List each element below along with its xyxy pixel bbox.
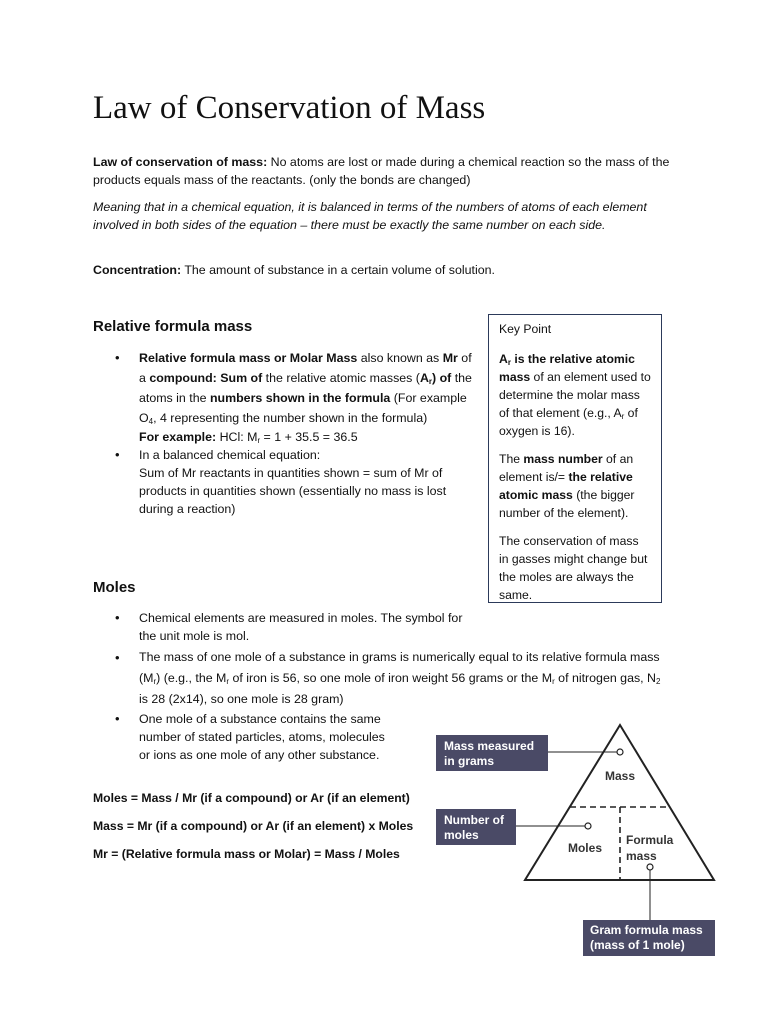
text: (For example O bbox=[139, 391, 467, 425]
law-text: No atoms are lost or made during a chemical reaction so the mass of the products equals mass of the reactants. (only the bonds are changed) bbox=[93, 155, 670, 187]
list-item: • One mole of a substance contains the same number of stated particles, atoms, molecules or ions as one mole of any other substance. bbox=[93, 710, 389, 764]
mass-moles-triangle-diagram bbox=[430, 715, 730, 965]
text: of an element is/= bbox=[499, 452, 634, 484]
key-point-box bbox=[488, 314, 662, 603]
list-item: • Chemical elements are measured in moles. The symbol for the unit mole is mol. bbox=[93, 609, 475, 645]
mr-term: Mr bbox=[442, 351, 458, 365]
text: the relative atomic mass bbox=[499, 470, 633, 502]
mass-of-1-mole-label: (mass of 1 mole) bbox=[590, 938, 685, 952]
text: of nitrogen gas, N bbox=[554, 671, 656, 685]
moles-label: moles bbox=[444, 828, 479, 842]
compound-term: compound: Sum of bbox=[149, 371, 263, 385]
text: is the relative atomic mass bbox=[499, 352, 635, 384]
gfm-connector-dot bbox=[647, 864, 653, 870]
triangle-formula-label: Formula bbox=[626, 833, 674, 847]
text: the atoms in the bbox=[139, 371, 472, 405]
text: Sum of Mr reactants in quantities shown = sum of Mr of products in quantities shown (essentially no mass is lost during a reaction) bbox=[139, 466, 447, 516]
subscript: r bbox=[153, 677, 157, 686]
rfm-heading: Relative formula mass bbox=[93, 318, 253, 335]
subscript: 2 bbox=[655, 677, 661, 686]
text: the relative atomic masses ( bbox=[262, 371, 420, 385]
text: of a bbox=[139, 351, 472, 385]
text: HCl: M bbox=[216, 430, 258, 444]
ar-term: A bbox=[499, 352, 508, 366]
subscript: r bbox=[621, 412, 625, 421]
example-label: For example: bbox=[139, 430, 217, 444]
triangle-outline bbox=[525, 725, 714, 880]
text: is 28 (2x14), so one mole is 28 gram) bbox=[139, 692, 344, 706]
law-definition bbox=[93, 153, 673, 189]
text: mass number bbox=[523, 452, 603, 466]
list-item bbox=[93, 348, 475, 446]
concentration-text: The amount of substance in a certain volume of solution. bbox=[181, 263, 495, 277]
rfm-example bbox=[139, 428, 475, 446]
text: also known as bbox=[357, 351, 443, 365]
formula-moles: Moles = Mass / Mr (if a compound) or Ar (if an element) bbox=[93, 791, 410, 805]
gram-formula-mass-label: Gram formula mass bbox=[590, 923, 703, 937]
concentration-definition bbox=[93, 261, 673, 279]
moles-connector-dot bbox=[585, 823, 591, 829]
text: , 4 representing the number shown in the formula) bbox=[153, 411, 428, 425]
in-grams-label: in grams bbox=[444, 754, 495, 768]
key-point-title: Key Point bbox=[499, 322, 552, 336]
subscript: r bbox=[257, 436, 261, 445]
text: The mass of one mole of a substance in grams is numerically equal to its relative formula mass (M bbox=[139, 650, 660, 685]
text: = 1 + 35.5 = 36.5 bbox=[260, 430, 358, 444]
text: ) of bbox=[432, 371, 452, 385]
ar-term: A bbox=[419, 371, 429, 385]
text: The bbox=[499, 452, 524, 466]
key-point-ar bbox=[499, 350, 651, 440]
triangle-moles-label: Moles bbox=[567, 841, 603, 855]
text: of an element used to determine the molar mass of that element (e.g., A bbox=[499, 370, 651, 420]
key-point-mass-number bbox=[499, 450, 651, 522]
moles-heading: Moles bbox=[93, 579, 136, 596]
number-of-label: Number of bbox=[444, 813, 504, 827]
triangle-formula-mass-label: mass bbox=[626, 849, 657, 863]
mass-measured-label: Mass measured bbox=[444, 739, 535, 753]
list-item bbox=[93, 446, 475, 518]
text: • In a balanced chemical equation: bbox=[139, 448, 321, 462]
formula-mass: Mass = Mr (if a compound) or Ar (if an element) x Moles bbox=[93, 819, 414, 833]
triangle-mass-label: Mass bbox=[604, 769, 636, 783]
numbers-term: numbers shown in the formula bbox=[209, 391, 391, 405]
list-item bbox=[93, 647, 665, 710]
subscript: r bbox=[226, 677, 230, 686]
subscript: r bbox=[428, 377, 433, 386]
text: of iron is 56, so one mole of iron weight 56 grams or the M bbox=[229, 671, 553, 685]
page-title: Law of Conservation of Mass bbox=[93, 90, 486, 126]
subscript: r bbox=[552, 677, 555, 686]
text: (the bigger number of the element). bbox=[499, 488, 635, 520]
concentration-label: Concentration: bbox=[93, 263, 182, 277]
rfm-term: Relative formula mass or Molar Mass bbox=[139, 351, 358, 365]
rfm-list bbox=[93, 348, 475, 518]
mass-connector-dot bbox=[617, 749, 623, 755]
law-label: Law of conservation of mass: bbox=[93, 155, 268, 169]
subscript: r bbox=[507, 358, 511, 367]
subscript: 4 bbox=[148, 417, 154, 426]
text: ) (e.g., the M bbox=[156, 671, 227, 685]
key-point-gasses: The conservation of mass in gasses might change but the moles are always the same. bbox=[499, 534, 648, 602]
text: of oxygen is 16). bbox=[499, 406, 638, 438]
formula-mr: Mr = (Relative formula mass or Molar) = Mass / Moles bbox=[93, 847, 400, 861]
meaning-paragraph: Meaning that in a chemical equation, it is balanced in terms of the numbers of atoms of each element involved in both sides of the equation – there must be exactly the same number on each side. bbox=[93, 200, 647, 232]
